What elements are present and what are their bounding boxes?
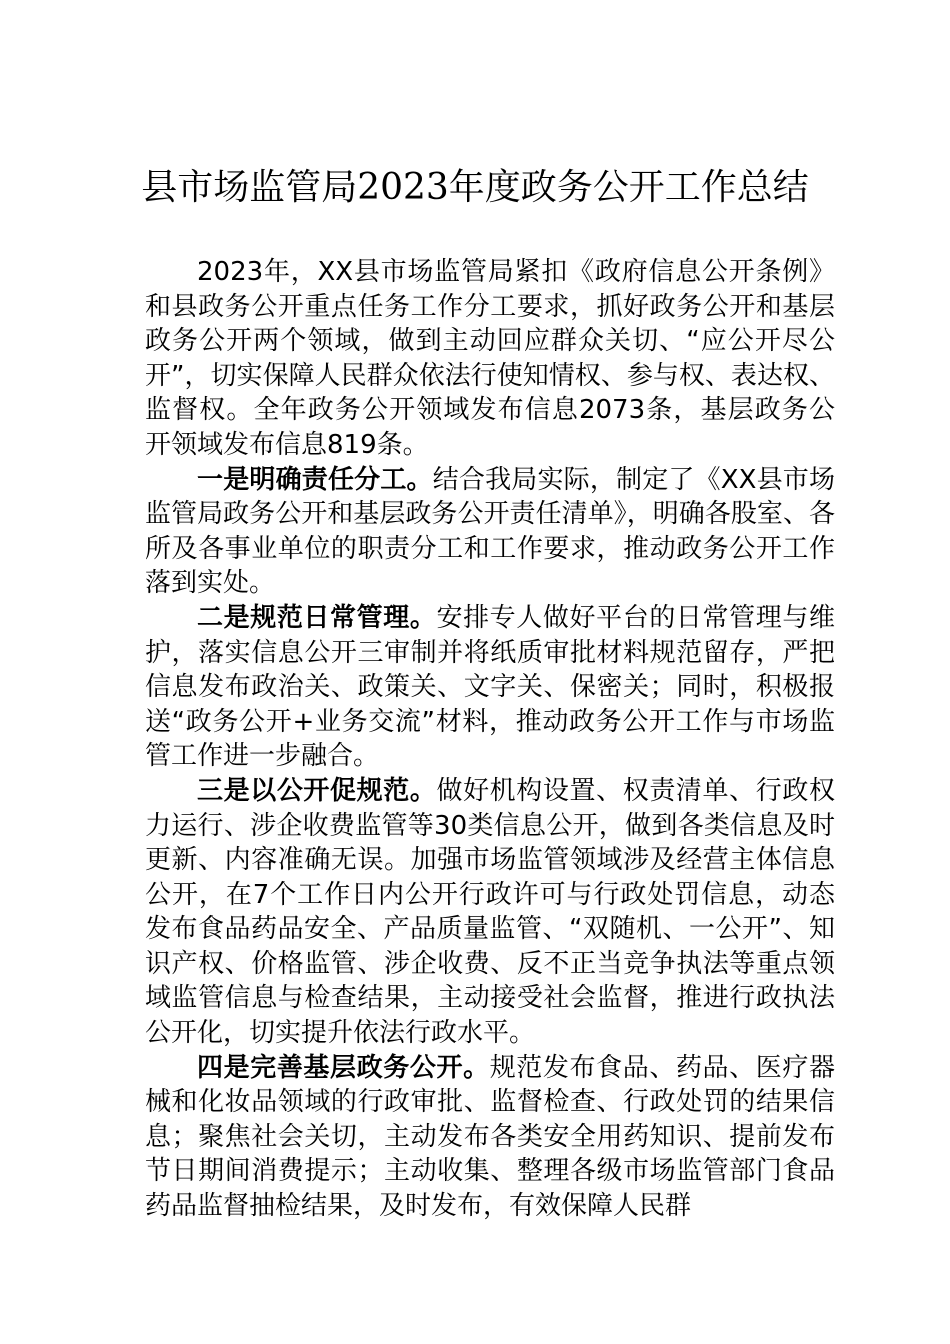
paragraph-lead: 二是规范日常管理。 [197, 602, 437, 633]
paragraph-text: 做好机构设置、权责清单、行政权力运行、涉企收费监管等30类信息公开，做到各类信息及时更新、内容准确无误。加强市场监管领域涉及经营主体信息公开，在7个工作日内公开行政许可与行政处罚信息，动态发布食品药品安全、产品质量监管、“双随机、一公开”、知识产权、价格监管、涉企收费、反不正当竞争执法等重点领域监管信息与检查结果，主动接受社会监督，推进行政执法公开化，切实提升依法行政水平。 [145, 775, 835, 1049]
paragraph-text: 规范发布食品、药品、医疗器械和化妆品领域的行政审批、监督检查、行政处罚的结果信息；聚焦社会关切，主动发布各类安全用药知识、提前发布节日期间消费提示；主动收集、整理各级市场监管部门食品药品监督抽检结果，及时发布，有效保障人民群 [145, 1052, 835, 1222]
paragraph-text: 2023年，XX县市场监管局紧扣《政府信息公开条例》和县政务公开重点任务工作分工要求，抓好政务公开和基层政务公开两个领域，做到主动回应群众关切、“应公开尽公开”，切实保障人民群众依法行使知情权、参与权、表达权、监督权。全年政务公开领域发布信息2073条，基层政务公开领域发布信息819条。 [145, 257, 835, 460]
paragraph-text: 安排专人做好平台的日常管理与维护，落实信息公开三审制并将纸质审批材料规范留存，严把信息发布政治关、政策关、文字关、保密关；同时，积极报送“政务公开+业务交流”材料，推动政务公开工作与市场监管工作进一步融合。 [145, 602, 835, 772]
section-paragraph-2 [145, 601, 835, 774]
paragraph-lead: 一是明确责任分工。 [197, 464, 433, 495]
section-paragraph-1 [145, 463, 835, 601]
intro-paragraph [145, 255, 835, 463]
document-body [145, 255, 835, 1224]
section-paragraph-3 [145, 774, 835, 1051]
paragraph-lead: 四是完善基层政务公开。 [197, 1052, 490, 1083]
paragraph-text: 结合我局实际，制定了《XX县市场监管局政务公开和基层政务公开责任清单》，明确各股室、各所及各事业单位的职责分工和工作要求，推动政务公开工作落到实处。 [145, 464, 835, 599]
paragraph-lead: 三是以公开促规范。 [197, 775, 437, 806]
document-title: 县市场监管局2023年度政务公开工作总结 [141, 167, 809, 208]
section-paragraph-4 [145, 1051, 835, 1224]
